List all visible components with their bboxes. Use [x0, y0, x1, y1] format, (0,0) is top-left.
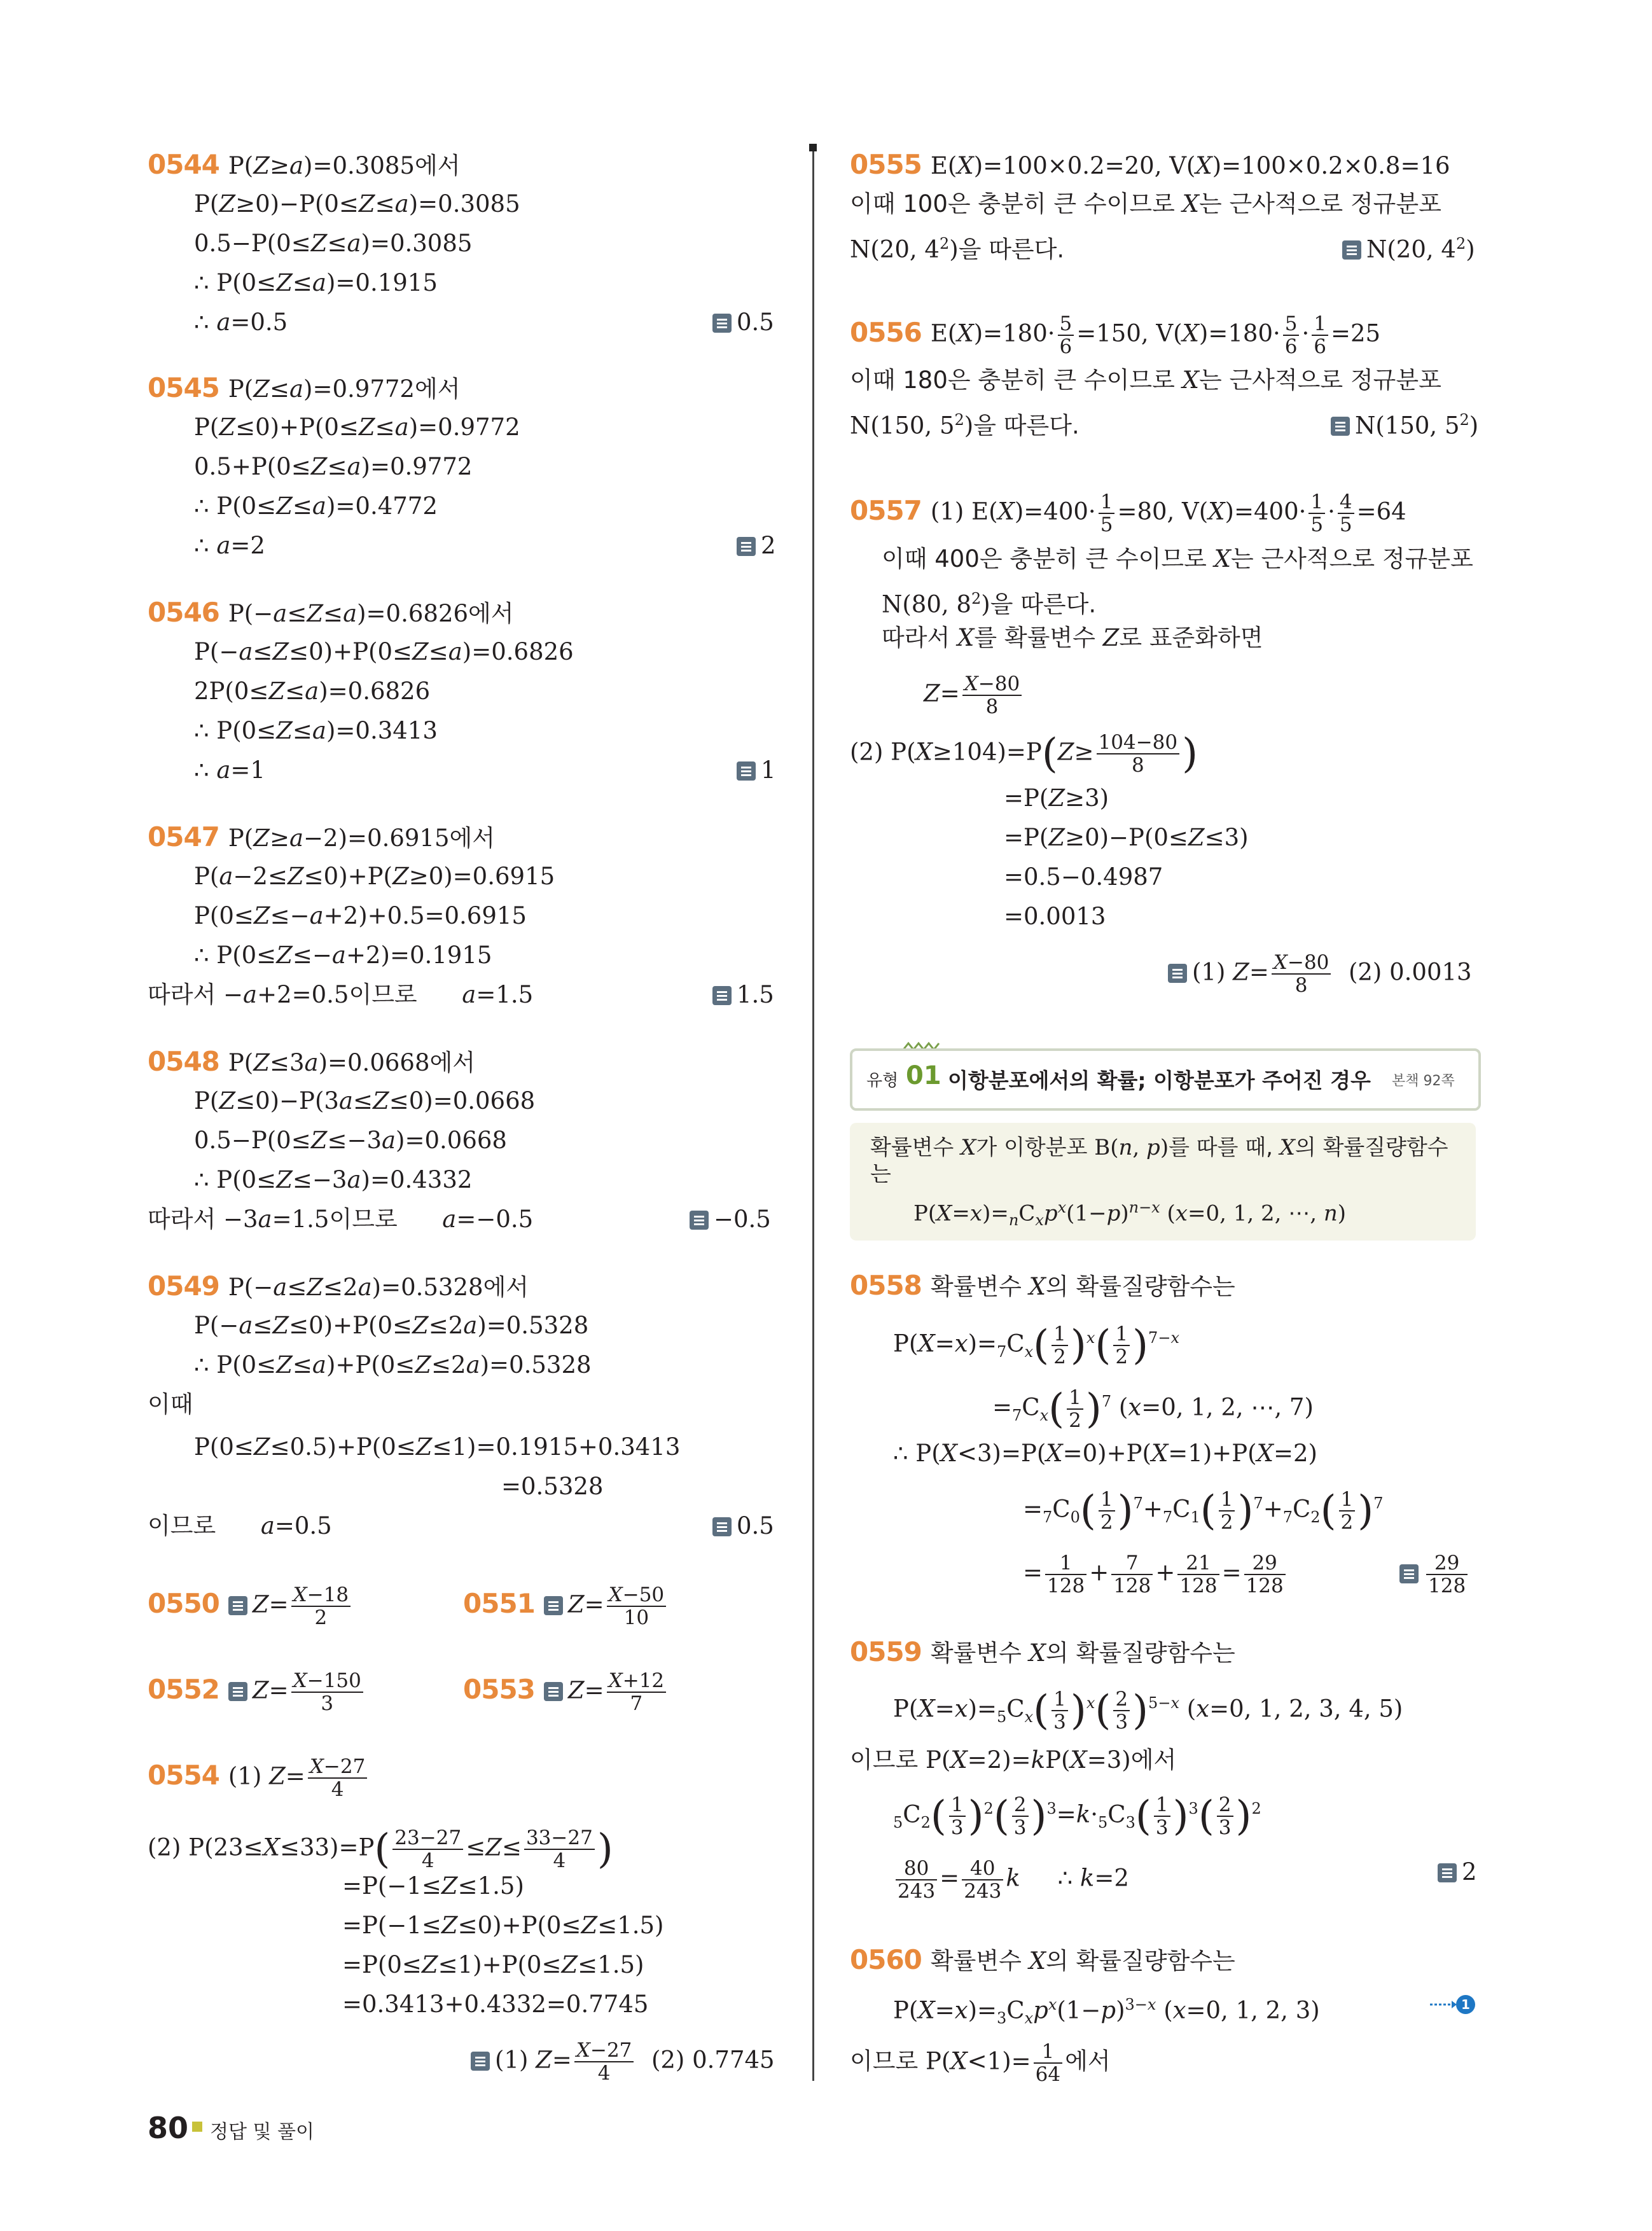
text: 는 근사적으로 정규분포 [1198, 366, 1441, 394]
answer-0557: (1) Z= $\frac{X-80}{8}$ (2) 0.0013 [1168, 952, 1472, 996]
problem-0545-line1: 0545 P(Z≤a)=0.9772에서 [148, 372, 461, 403]
text: 이때 100은 충분히 큰 수이므로 [850, 190, 1175, 218]
answer-value: (2) 0.7745 [651, 2046, 775, 2074]
problem-0559-line3: 이므로 P(X=2)=kP(X=3)에서 [850, 1746, 1177, 1774]
answer-icon [690, 1211, 709, 1230]
problem-number: 0555 [850, 149, 922, 180]
problem-0548-line1: 0548 P(Z≤3a)=0.0668에서 [148, 1046, 475, 1077]
type-desc-line1: 확률변수 X가 이항분포 B(n, p)를 따를 때, X의 확률질량함수 [870, 1135, 1448, 1160]
problem-0558-line3: $=_7C_x$( $\frac{1}{2}$ )$^7$ (x=0, 1, 2, ⋯, 7) [992, 1386, 1314, 1433]
problem-number: 0557 [850, 494, 922, 526]
problem-0544-line4: ∴ P(0≤Z≤a)=0.1915 [194, 269, 438, 296]
problem-0545-line3: 0.5+P(0≤Z≤a)=0.9772 [194, 453, 473, 480]
problem-0547-line5: 따라서 −a+2=0.5이므로 a=1.5 [148, 981, 534, 1008]
problem-0558-line4: ∴ P(X<3)=P(X=0)+P(X=1)+P(X=2) [893, 1440, 1317, 1467]
column-divider [812, 144, 814, 2081]
text: 를 따를 때, [1169, 1135, 1273, 1160]
problem-0547-line2: P(a−2≤Z≤0)+P(Z≥0)=0.6915 [194, 863, 555, 890]
answer-0544 [712, 308, 774, 337]
problem-number: 0554 [148, 1759, 219, 1791]
text: 로 표준화하면 [1119, 624, 1263, 651]
problem-0557-line9: =0.5−0.4987 [1004, 863, 1163, 891]
problem-number: 0546 [148, 597, 219, 628]
problem-0560-line3: 이므로 P(X<1)= $\frac{1}{64}$ 에서 [850, 2040, 1111, 2086]
problem-number: 0559 [850, 1636, 922, 1667]
problem-0554-line2: (2) P(23≤X≤33)=P( $\frac{23-27}{4}$ ≤Z≤ $\frac{33-27}{4}$ ) [148, 1826, 613, 1873]
problem-0549-line1: 0549 P(−a≤Z≤2a)=0.5328에서 [148, 1270, 529, 1302]
text: 의 확률질량함수는 [1045, 1273, 1235, 1300]
problem-0559-line1: 0559 확률변수 X의 확률질량함수는 [850, 1636, 1235, 1667]
problem-0554-line1: 0554 (1) Z= $\frac{X-27}{4}$ [148, 1756, 370, 1800]
problem-number: 0560 [850, 1944, 922, 1975]
answer-icon [712, 1517, 732, 1536]
text: 이때 180은 충분히 큰 수이므로 [850, 366, 1175, 394]
problem-0554-line3: =P(−1≤Z≤1.5) [342, 1872, 524, 1900]
problem-0559-line5: $\frac{80}{243}$ = $\frac{40}{243}$ k ∴ k=2 [893, 1858, 1129, 1902]
type-title: 이항분포에서의 확률; 이항분포가 주어진 경우 [948, 1068, 1371, 1093]
problem-number: 0558 [850, 1270, 922, 1301]
answer-icon [1438, 1863, 1457, 1882]
problem-0549-line7: 이므로 a=0.5 [148, 1512, 332, 1539]
problem-number: 0548 [148, 1046, 219, 1077]
type-box-body [850, 1123, 1476, 1241]
problem-0554-line6: =0.3413+0.4332=0.7745 [342, 1991, 649, 2018]
answer-0547 [712, 980, 774, 1010]
answer-icon [737, 761, 756, 781]
problem-0551: 0551 Z= $\frac{X-50}{10}$ [463, 1584, 669, 1629]
problem-0560-line1: 0560 확률변수 X의 확률질량함수는 [850, 1944, 1235, 1975]
problem-number: 0545 [148, 372, 219, 403]
problem-0558-line6: = $\frac{1}{128}$ + $\frac{7}{128}$ + $\frac{21}{128}$ = $\frac{29}{128}$ [1023, 1552, 1288, 1597]
answer-value: 2 [1462, 1858, 1477, 1886]
answer-value: (2) 0.0013 [1348, 958, 1472, 986]
type-badge: 유형 [866, 1071, 899, 1090]
problem-0557-line8: =P(Z≥0)−P(0≤Z≤3) [1004, 824, 1249, 851]
problem-0554-line5: =P(0≤Z≤1)+P(0≤Z≤1.5) [342, 1951, 644, 1978]
answer-value: −0.5 [714, 1206, 771, 1233]
problem-0546-line5: ∴ a=1 [194, 756, 265, 784]
text: 는 근사적으로 정규분포 [1230, 545, 1473, 573]
problem-0557-line10: =0.0013 [1004, 903, 1106, 930]
problem-0557-line7: =P(Z≥3) [1004, 784, 1109, 812]
problem-0557-line5: Z= $\frac{X-80}{8}$ [924, 673, 1024, 718]
answer-0549 [712, 1512, 774, 1541]
problem-0544-line3: 0.5−P(0≤Z≤a)=0.3085 [194, 230, 473, 257]
text: 에서 [1130, 1746, 1177, 1774]
problem-0559-line2: $P(X=x)=_5C_x$( $\frac{1}{3}$ )$^x$( $\frac{2}{3}$ )$^{5-x}$ (x=0, 1, 2, 3, 4, 5) [893, 1687, 1403, 1734]
problem-0546-line2: P(−a≤Z≤0)+P(0≤Z≤a)=0.6826 [194, 638, 574, 665]
svg-text:1: 1 [1461, 1997, 1470, 2012]
problem-0556-line2: 이때 180은 충분히 큰 수이므로 X는 근사적으로 정규분포 [850, 366, 1441, 394]
problem-0546-line4: ∴ P(0≤Z≤a)=0.3413 [194, 717, 438, 744]
problem-0547-line4: ∴ P(0≤Z≤−a+2)=0.1915 [194, 942, 492, 969]
reference-arrow-icon [1429, 1994, 1476, 2015]
problem-0548-line4: ∴ P(0≤Z≤−3a)=0.4332 [194, 1166, 473, 1193]
problem-0547-line3: P(0≤Z≤−a+2)+0.5=0.6915 [194, 902, 527, 929]
problem-0553: 0553 Z= $\frac{X+12}{7}$ [463, 1670, 669, 1714]
text: 에서 [1065, 2047, 1111, 2075]
answer-0555: N(20, $4^2$) [1342, 229, 1475, 264]
text: 을 따른다. [973, 412, 1079, 440]
problem-0545-line5: ∴ a=2 [194, 532, 265, 559]
problem-number: 0549 [148, 1270, 219, 1302]
problem-0556-line3: N(150, $5^2$)을 따른다. [850, 411, 1079, 440]
text: 을 따른다. [990, 590, 1097, 618]
problem-number: 0556 [850, 316, 922, 348]
text: 이므로 [850, 1746, 919, 1774]
text: 는 근사적으로 정규분포 [1198, 190, 1441, 218]
text: 이므로 [329, 1206, 398, 1233]
answer-0556: N(150, $5^2$) [1331, 405, 1478, 440]
problem-0549-line2: P(−a≤Z≤0)+P(0≤Z≤2a)=0.5328 [194, 1312, 589, 1339]
problem-0550: 0550 Z= $\frac{X-18}{2}$ [148, 1584, 353, 1629]
answer-icon [544, 1596, 563, 1615]
answer-value: 0.5 [737, 309, 774, 336]
answer-value: 2 [761, 532, 776, 559]
problem-0546-line1: 0546 P(−a≤Z≤a)=0.6826에서 [148, 597, 514, 628]
answer-icon [712, 314, 732, 333]
type-reference: 본책 92쪽 [1392, 1073, 1455, 1089]
text: 이므로 [148, 1512, 216, 1539]
problem-number: 0552 [148, 1673, 219, 1705]
page-number: 80 [148, 2111, 189, 2145]
answer-icon [544, 1682, 563, 1701]
text: 확률변수 [930, 1639, 1022, 1667]
answer-value: 0.5 [737, 1512, 774, 1539]
column-divider-marker [809, 144, 817, 151]
problem-0555-line1: 0555 E(X)=100×0.2=20, V(X)=100×0.2×0.8=16 [850, 149, 1450, 180]
problem-0544-line2: P(Z≥0)−P(0≤Z≤a)=0.3085 [194, 190, 520, 218]
answer-icon [712, 986, 732, 1005]
text: 따라서 [882, 624, 950, 651]
type-box-header [850, 1048, 1481, 1111]
problem-0558-line1: 0558 확률변수 X의 확률질량함수는 [850, 1270, 1235, 1301]
problem-number: 0551 [463, 1587, 535, 1619]
problem-0555-line2: 이때 100은 충분히 큰 수이므로 X는 근사적으로 정규분포 [850, 190, 1441, 218]
problem-0545-line4: ∴ P(0≤Z≤a)=0.4772 [194, 492, 438, 520]
text: 이므로 [349, 981, 417, 1008]
answer-0558: $\frac{29}{128}$ [1399, 1552, 1470, 1597]
problem-0554-line4: =P(−1≤Z≤0)+P(0≤Z≤1.5) [342, 1912, 664, 1939]
answer-0554: (1) Z= $\frac{X-27}{4}$ (2) 0.7745 [471, 2040, 775, 2084]
problem-number: 0547 [148, 821, 219, 852]
text: 의 확률질량함수는 [1045, 1947, 1235, 1975]
problem-0557-line6: (2) P(X≥104)=P(Z≥ $\frac{104-80}{8}$ ) [850, 730, 1198, 777]
problem-0556-line1: 0556 E(X)=180· $\frac{5}{6}$ =150, V(X)=180· $\frac{5}{6}$ · $\frac{1}{6}$ =25 [850, 312, 1381, 358]
answer-0545 [737, 531, 776, 560]
answer-icon [1342, 240, 1361, 260]
problem-0549-line4: 이때 [148, 1391, 193, 1418]
text: 이때 400은 충분히 큰 수이므로 [882, 545, 1207, 573]
problem-0560-line2: $P(X=x)=_3C_xp^x(1-p)^{3-x}$ (x=0, 1, 2, 3) [893, 1996, 1320, 2027]
text: 을 따른다. [958, 235, 1065, 263]
problem-0557-line4: 따라서 X를 확률변수 Z로 표준화하면 [882, 624, 1263, 651]
answer-0559 [1438, 1858, 1477, 1887]
problem-0544-line5: ∴ a=0.5 [194, 309, 288, 336]
answer-icon [1168, 964, 1187, 983]
text: 확률변수 [930, 1273, 1022, 1300]
problem-0548-line3: 0.5−P(0≤Z≤−3a)=0.0668 [194, 1127, 507, 1154]
problem-0558-line2: $P(X=x)=_7C_x$( $\frac{1}{2}$ )$^x$( $\frac{1}{2}$ )$^{7-x}$ [893, 1322, 1179, 1369]
problem-0549-line6: =0.5328 [501, 1473, 604, 1500]
answer-icon [737, 537, 756, 556]
text: 확률변수 [930, 1947, 1022, 1975]
type-desc-line3: $P(X=x)=_nC_xp^x(1-p)^{n-x}$ (x=0, 1, 2, ⋯, n) [913, 1199, 1347, 1230]
problem-0549-line3: ∴ P(0≤Z≤a)+P(0≤Z≤2a)=0.5328 [194, 1351, 592, 1379]
text: 의 확률질량함수 [1295, 1135, 1448, 1160]
footer-square-icon [192, 2122, 202, 2132]
answer-icon [1399, 1564, 1419, 1583]
problem-number: 0553 [463, 1673, 535, 1705]
problem-0548-line5: 따라서 −3a=1.5이므로 a=−0.5 [148, 1206, 534, 1233]
problem-0557-line3: N(80, $8^2$)을 따른다. [882, 590, 1097, 618]
text: 를 확률변수 [974, 624, 1095, 651]
answer-icon [1331, 417, 1350, 436]
problem-0558-line5: $=_7C_0$( $\frac{1}{2}$ )$^7+_7C_1$( $\frac{1}{2}$ )$^7+_7C_2$( $\frac{1}{2}$ )$^7$ [1023, 1487, 1384, 1534]
problem-0552: 0552 Z= $\frac{X-150}{3}$ [148, 1670, 366, 1714]
text: 확률변수 [870, 1135, 954, 1160]
problem-0548-line2: P(Z≤0)−P(3a≤Z≤0)=0.0668 [194, 1087, 536, 1115]
problem-0546-line3: 2P(0≤Z≤a)=0.6826 [194, 678, 431, 705]
answer-value: 1.5 [737, 981, 774, 1008]
problem-0555-line3: N(20, $4^2$)을 따른다. [850, 235, 1065, 263]
type-desc-line2: 는 [870, 1162, 891, 1187]
answer-value: 1 [761, 756, 776, 784]
answer-icon [471, 2052, 490, 2071]
problem-number: 0550 [148, 1587, 219, 1619]
answer-icon [228, 1682, 247, 1701]
problem-0547-line1: 0547 P(Z≥a−2)=0.6915에서 [148, 821, 495, 852]
problem-0557-line1: 0557 (1) E(X)=400· $\frac{1}{5}$ =80, V(X)=400· $\frac{1}{5}$ · $\frac{4}{5}$ =64 [850, 490, 1406, 536]
problem-0559-line4: $_5C_2$( $\frac{1}{3}$ )$^2$( $\frac{2}{3}$ )$^3=k\cdot_5C_3$( $\frac{1}{3}$ )$^3$( $\frac{2}{3}$ )$^2$ [893, 1793, 1261, 1840]
text: 따라서 [148, 1206, 216, 1233]
answer-0548 [690, 1205, 771, 1234]
problem-0545-line2: P(Z≤0)+P(0≤Z≤a)=0.9772 [194, 414, 520, 441]
type-badge-number: 01 [906, 1061, 941, 1090]
text: 따라서 [148, 981, 216, 1008]
problem-number: 0544 [148, 149, 219, 180]
answer-icon [228, 1596, 247, 1615]
problem-0544-line1: 0544 P(Z≥a)=0.3085에서 [148, 149, 461, 180]
text: 가 이항분포 [976, 1135, 1088, 1160]
text: 이므로 [850, 2047, 919, 2075]
text: 의 확률질량함수는 [1045, 1639, 1235, 1667]
problem-0549-line5: P(0≤Z≤0.5)+P(0≤Z≤1)=0.1915+0.3413 [194, 1433, 681, 1461]
answer-0546 [737, 756, 776, 785]
footer-label: 정답 및 풀이 [210, 2121, 314, 2143]
problem-0557-line2: 이때 400은 충분히 큰 수이므로 X는 근사적으로 정규분포 [882, 545, 1473, 573]
